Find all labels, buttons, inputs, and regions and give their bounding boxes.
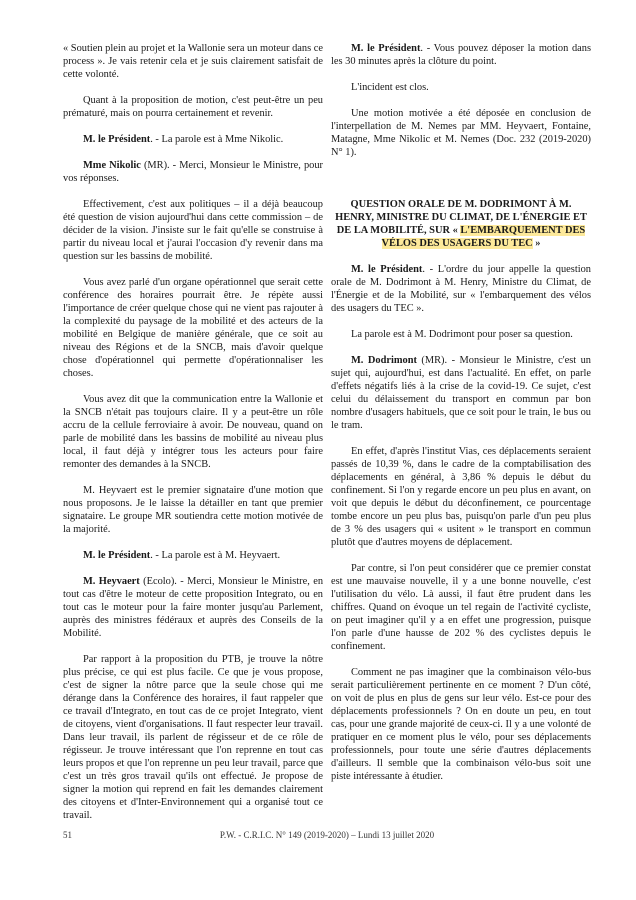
paragraph: Comment ne pas imaginer que la combinaison vélo-bus serait particulièrement pertinente en ce moment ? D'un côté, on voit de plus en plus de gens sur leur vélo. Est-ce pour des déplacements professionnels ? On en doute un peu, en tout cas, pour une grande majorité de ceux-ci. Il y a une volonté de pratiquer en ce moment plus le vélo, pour ses déplacements professionnels, pour toute une série d'autres déplacements d'ailleurs. Il semble que la combinaison vélo-bus soit une piste intéressante à étudier. [331, 667, 591, 782]
paragraph: « Soutien plein au projet et la Wallonie sera un moteur dans ce process ». Je vais retenir cela et je suis clairement satisfait de cette volonté. [63, 43, 323, 80]
highlighted-subject: L'EMBARQUEMENT DES VÉLOS DES USAGERS DU TEC [381, 225, 586, 249]
paragraph: M. Dodrimont (MR). - Monsieur le Ministre, c'est un sujet qui, aujourd'hui, est dans l'actualité. En effet, on parle d'effets négatifs liés à la crise de la covid-19. Ce sujet, c'est celui du délaissement du transport en commun par bon nombre d'usagers habituels, que ce soit pour le train, le bus ou le tram. [331, 355, 591, 431]
paragraph: Effectivement, c'est aux politiques – il a déjà beaucoup été question de vision aujourd'hui dans cette commission – de décider de la vision. J'insiste sur le fait qu'elle se construise à partir du niveau local et j'aurai l'occasion d'y revenir dans ma question sur les bassins de mobilité. [63, 199, 323, 262]
speaker-name: M. Heyvaert [83, 576, 140, 587]
paragraph: Par rapport à la proposition du PTB, je trouve la nôtre plus précise, ce qui est plus facile. Ce que je vous propose, c'est de signer la nôtre parce que la seule chose qui me dérange dans la Conférence des horaires, il faut rappeler que ce travail d'Integrato, en tout cas de ce projet Integrato, vient de citoyens, vient d'organisations. Il faut respecter leur travail. Dans leur travail, ils parlent de régisseur et de ce rôle de régisseur. Je trouve intéressant que l'on reprenne en tout cas leurs propos et que l'on reprenne un peu leur travail, parce que c'est un très gros travail qu'ils ont effectué. Je propose de signer la motion qui reprend en fait les demandes clairement des citoyens et d'Inter-Environnement qui a organisé tout ce travail. [63, 654, 323, 821]
paragraph: M. le Président. - L'ordre du jour appelle la question orale de M. Dodrimont à M. Henry, Ministre du Climat, de l'Énergie et de la Mobilité, sur « l'embarquement des vélos des usagers du TEC ». [331, 264, 591, 314]
speaker-name: M. le Président [83, 550, 151, 561]
paragraph: Une motion motivée a été déposée en conclusion de l'interpellation de M. Nemes par MM. Heyvaert, Fontaine, Matagne, Mme Nikolic et M. Nemes (Doc. 232 (2019-2020) N° 1). [331, 108, 591, 158]
footer-text: P.W. - C.R.I.C. N° 149 (2019-2020) – Lundi 13 juillet 2020 [219, 830, 435, 840]
paragraph: M. Heyvaert (Ecolo). - Merci, Monsieur le Ministre, en tout cas d'être le moteur de cette proposition Integrato, ou en tout cas le moteur pour la faire monter jusqu'au Parlement, auprès des ministres fédéraux et auprès des Conseils de la Mobilité. [63, 576, 324, 639]
paragraph: La parole est à M. Dodrimont pour poser sa question. [351, 329, 573, 340]
paragraph: L'incident est clos. [351, 82, 429, 93]
paragraph: Vous avez parlé d'un organe opérationnel que serait cette conférence des horaires pourrait être. Je répète aussi l'importance de créer quelque chose qui ne vient pas rajouter à la complexité du paysage de la mobilité et des acteurs de la mobilité en Belgique de manière générale, que ce soit au niveau des Régions et de la SNCB, mais d'avoir quelque chose d'opérationnel qui permette d'opérationnaliser les choses. [63, 277, 323, 379]
paragraph: M. le Président. - Vous pouvez déposer la motion dans les 30 minutes après la clôture du point. [331, 43, 591, 67]
speaker-name: M. Dodrimont [351, 355, 417, 366]
speaker-name: M. le Président [351, 264, 423, 275]
left-column [63, 42, 323, 822]
paragraph: Quant à la proposition de motion, c'est peut-être un peu prématuré, mais on pourra certainement et revenir. [63, 95, 323, 119]
paragraph: M. le Président. - La parole est à M. Heyvaert. [83, 550, 281, 561]
question-heading: QUESTION ORALE DE M. DODRIMONT À M. HENRY, MINISTRE DU CLIMAT, DE L'ÉNERGIE ET DE LA MOBILITÉ, SUR « L'EMBARQUEMENT DES VÉLOS DES USAGERS DU TEC » [335, 199, 587, 249]
paragraph: En effet, d'après l'institut Vias, ces déplacements seraient passés de 10,39 %, dans le cadre de la comptabilisation des déplacements en général, à 3,86 % depuis le début du confinement. Si l'on y regarde encore un peu plus en avant, on voit que depuis le début du déconfinement, ce pourcentage tombe encore un peu plus bas, puisqu'on parle d'un peu plus de 3 % des usagers qui « usitent » le transport en commun plutôt que d'autres moyens de déplacement. [331, 446, 591, 548]
paragraph: Mme Nikolic (MR). - Merci, Monsieur le Ministre, pour vos réponses. [63, 160, 323, 184]
speaker-name: M. le Président [83, 134, 151, 145]
speaker-name: M. le Président [351, 43, 421, 54]
paragraph: M. le Président. - La parole est à Mme Nikolic. [83, 134, 284, 145]
paragraph: Vous avez dit que la communication entre la Wallonie et la SNCB n'était pas toujours claire. Il y a peut-être un rôle accru de la cellule ferroviaire à avoir. De nouveau, quand on parle de mobilité dans les bassins de mobilité au niveau plus local, il faut déjà y intégrer tous les acteurs pour faire remonter des demandes à la SNCB. [63, 394, 323, 470]
speaker-name: Mme Nikolic [83, 160, 141, 171]
page-number: 51 [63, 830, 72, 840]
paragraph: M. Heyvaert est le premier signataire d'une motion que nous proposons. Je le laisse la détailler en tant que premier signataire. Le groupe MR soutiendra cette motion motivée de la majorité. [63, 485, 323, 535]
paragraph: Par contre, si l'on peut considérer que ce premier constat est une mauvaise nouvelle, il y a une bonne nouvelle, c'est l'utilisation du vélo. Là aussi, il faut être prudent dans les chiffres. Quand on évoque un tel regain de l'activité cycliste, on peut imaginer qu'il y a en effet une progression, puisque l'on parle d'une hausse de 202 % des cyclistes depuis le confinement. [331, 563, 591, 652]
right-column [331, 42, 591, 783]
